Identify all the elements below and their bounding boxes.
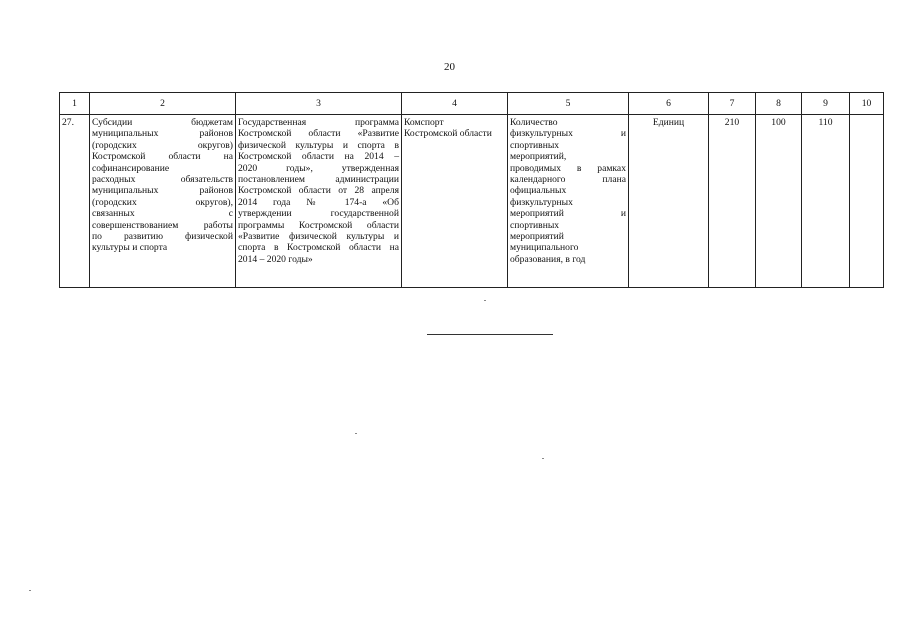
scan-speck	[355, 433, 357, 434]
state-program-line: Государственная программа	[238, 117, 399, 128]
subsidy-name-line: муниципальных районов	[92, 185, 233, 197]
column-number-cell: 7	[709, 93, 756, 115]
indicator-line: календарного плана	[510, 174, 626, 186]
state-program-line: спорта в Костромской области на	[238, 242, 399, 254]
value-cell-7: 210	[709, 115, 756, 288]
subsidy-name-line: связанных с	[92, 208, 233, 220]
indicator-line: физкультурных	[510, 196, 573, 208]
subsidy-name-line: (городских округов)	[92, 139, 233, 151]
page-number: 20	[444, 61, 455, 73]
indicator-line: официальных	[510, 185, 567, 197]
subsidy-name-line: (городских округов),	[92, 196, 233, 208]
scan-speck	[29, 590, 31, 591]
state-program-line: «Развитие физической культуры и	[238, 231, 399, 243]
state-program-line: Костромской области на 2014 –	[238, 151, 399, 163]
state-program-line: постановлением администрации	[238, 174, 399, 186]
subsidy-name-line: Костромской области на	[92, 151, 233, 163]
subsidy-name-cell	[90, 115, 236, 288]
state-program-line: Костромской области от 28 апреля	[238, 185, 399, 197]
subsidy-name-line: расходных обязательств	[92, 174, 233, 186]
column-number-cell: 2	[90, 93, 236, 115]
indicator-cell	[508, 115, 629, 288]
executor-cell	[402, 115, 508, 288]
column-number-cell: 5	[508, 93, 629, 115]
subsidy-name-line: совершенствованием работы	[92, 219, 233, 231]
document-table	[59, 92, 884, 288]
subsidy-name-line: софинансирование	[92, 162, 170, 174]
scan-speck	[542, 458, 544, 459]
indicator-line: мероприятий и	[510, 208, 626, 220]
state-program-line: Костромской области «Развитие	[238, 128, 399, 140]
subsidy-name-line: муниципальных районов	[92, 128, 233, 140]
subsidy-name-line: культуры и спорта	[92, 242, 168, 254]
indicator-line: образования, в год	[510, 253, 586, 265]
subsidy-name-line: по развитию физической	[92, 231, 233, 243]
executor-line: Комспорт	[404, 117, 444, 128]
indicator-line: муниципального	[510, 242, 579, 254]
indicator-line: Количество	[510, 117, 558, 128]
column-number-cell: 8	[756, 93, 802, 115]
state-program-line: физической культуры и спорта в	[238, 139, 399, 151]
indicator-line: спортивных	[510, 219, 560, 231]
indicator-line: проводимых в рамках	[510, 162, 626, 174]
column-number-cell: 6	[629, 93, 709, 115]
indicator-line: мероприятий	[510, 231, 564, 243]
state-program-line: программы Костромской области	[238, 219, 399, 231]
subsidy-name-line: Субсидии бюджетам	[92, 117, 233, 128]
value-cell-8: 100	[756, 115, 802, 288]
value-cell-10	[850, 115, 884, 288]
row-number-cell: 27.	[60, 115, 90, 288]
state-program-line: 2014 года № 174-а «Об	[238, 196, 399, 208]
value-cell-9: 110	[802, 115, 850, 288]
unit-cell: Единиц	[629, 115, 709, 288]
table-row	[60, 115, 884, 288]
state-program-line: 2020 годы», утвержденная	[238, 162, 399, 174]
column-number-cell: 4	[402, 93, 508, 115]
column-number-row	[60, 93, 884, 115]
column-number-cell: 9	[802, 93, 850, 115]
end-separator-line	[427, 334, 553, 335]
indicator-line: спортивных	[510, 139, 560, 151]
indicator-line: физкультурных и	[510, 128, 626, 140]
state-program-line: 2014 – 2020 годы»	[238, 253, 313, 265]
indicator-line: мероприятий,	[510, 151, 567, 163]
column-number-cell: 1	[60, 93, 90, 115]
scan-speck	[484, 300, 486, 301]
state-program-line: утверждении государственной	[238, 208, 399, 220]
column-number-cell: 10	[850, 93, 884, 115]
executor-line: Костромской области	[404, 128, 492, 140]
column-number-cell: 3	[236, 93, 402, 115]
state-program-cell	[236, 115, 402, 288]
